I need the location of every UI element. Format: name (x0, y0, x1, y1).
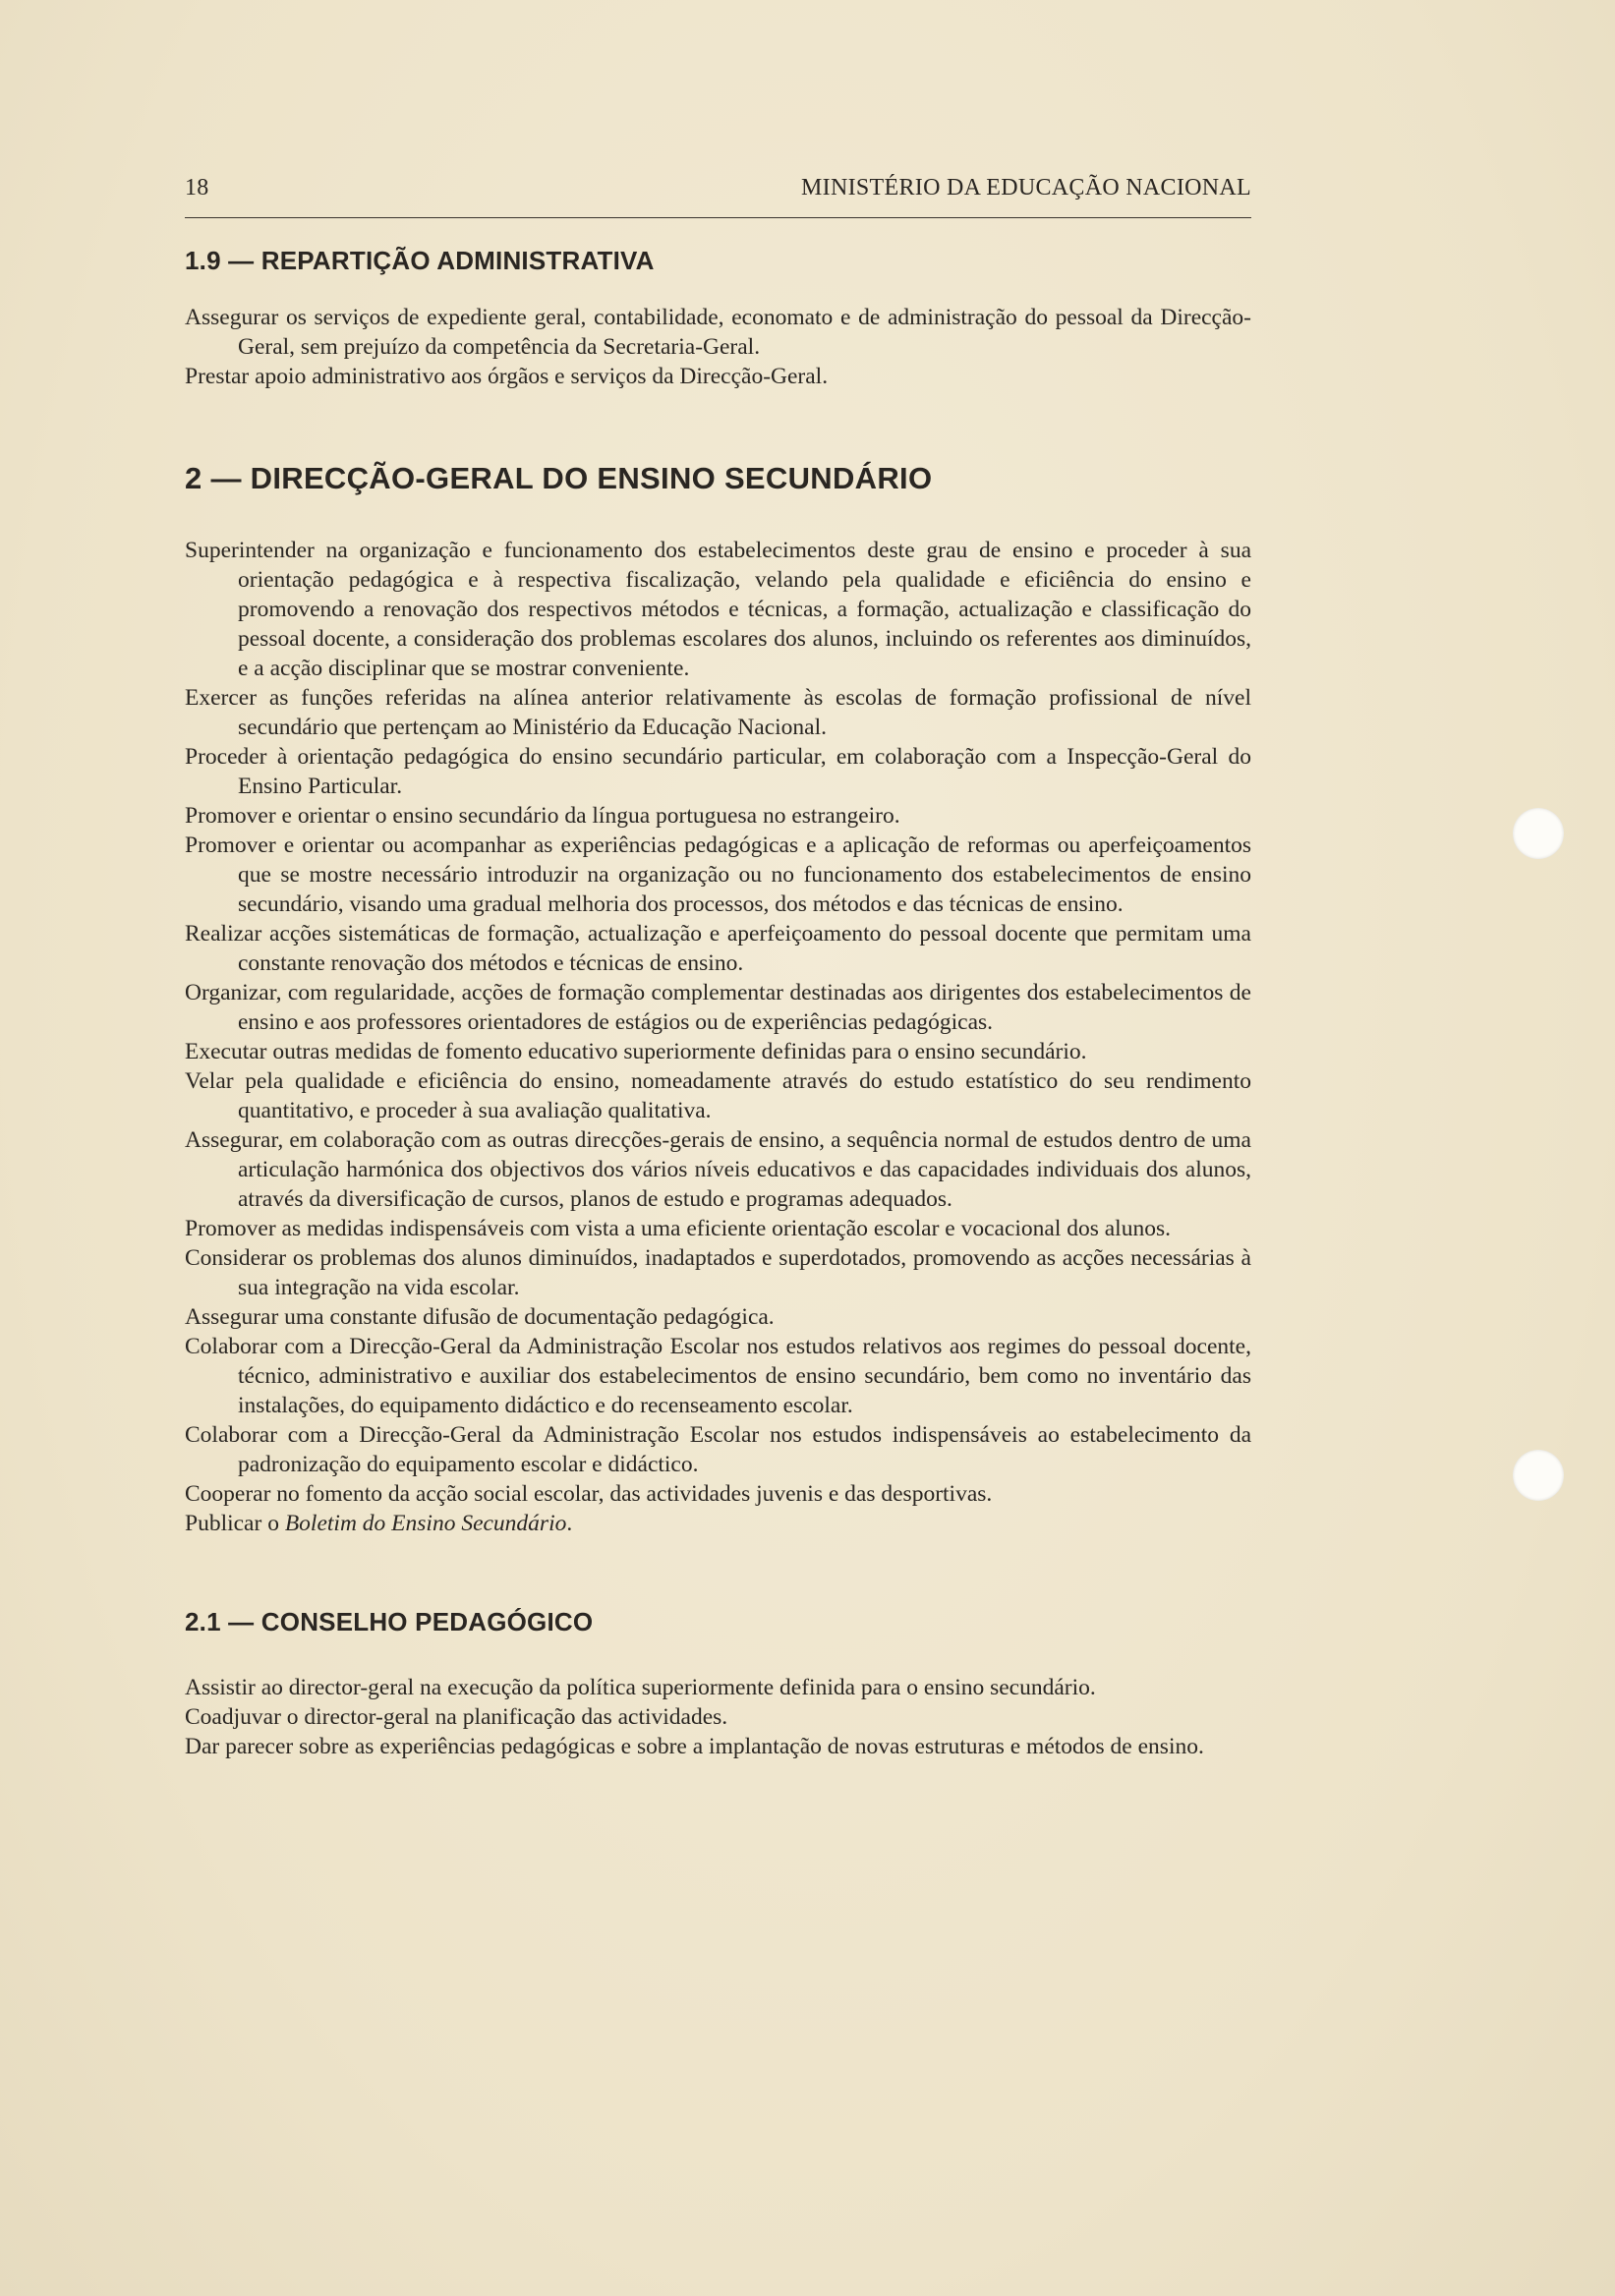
page-number: 18 (185, 175, 209, 201)
paragraph: Considerar os problemas dos alunos diminuídos, inadaptados e superdotados, promovendo as acções necessárias à sua integração na vida escolar. (185, 1245, 1251, 1300)
section-2-1-body (185, 1673, 1251, 1761)
paragraph: Coadjuvar o director-geral na planificação das actividades. (185, 1704, 728, 1730)
section-2-body (185, 536, 1251, 1538)
paragraph: Promover as medidas indispensáveis com vista a uma eficiente orientação escolar e vocacional dos alunos. (185, 1216, 1171, 1241)
header-rule (185, 217, 1251, 218)
paragraph-publicar-boletim (185, 1509, 1251, 1538)
paragraph: Promover e orientar o ensino secundário da língua portuguesa no estrangeiro. (185, 803, 900, 829)
paragraph: Velar pela qualidade e eficiência do ensino, nomeadamente através do estudo estatístico do seu rendimento quantitativo, e proceder à sua avaliação qualitativa. (185, 1068, 1251, 1123)
text-suffix: . (566, 1511, 573, 1536)
paragraph: Promover e orientar ou acompanhar as experiências pedagógicas e a aplicação de reformas ou aperfeiçoamentos que se mostre necessário introduzir na organização ou no funcionamento dos estabelecimentos de ensino secundário, visando uma gradual melhoria dos processos, dos métodos e das técnicas de ensino. (185, 832, 1251, 917)
paragraph: Colaborar com a Direcção-Geral da Administração Escolar nos estudos relativos aos regimes do pessoal docente, técnico, administrativo e auxiliar dos estabelecimentos de ensino secundário, bem como no inventário das instalações, do equipamento didáctico e do recenseamento escolar. (185, 1334, 1251, 1418)
paragraph: Prestar apoio administrativo aos órgãos e serviços da Direcção-Geral. (185, 364, 829, 389)
punch-hole-lower (1513, 1450, 1564, 1501)
paragraph: Superintender na organização e funcionamento dos estabelecimentos deste grau de ensino e proceder à sua orientação pedagógica e à respectiva fiscalização, velando pela qualidade e eficiência do ensino e promovendo a renovação dos respectivos métodos e técnicas, a formação, actualização e classificação do pessoal docente, a consideração dos problemas escolares dos alunos, incluindo os referentes aos diminuídos, e a acção disciplinar que se mostrar conveniente. (185, 538, 1251, 681)
paragraph: Assistir ao director-geral na execução da política superiormente definida para o ensino secundário. (185, 1675, 1096, 1700)
running-title: MINISTÉRIO DA EDUCAÇÃO NACIONAL (801, 175, 1251, 201)
paragraph: Realizar acções sistemáticas de formação, actualização e aperfeiçoamento do pessoal docente que permitam uma constante renovação dos métodos e técnicas de ensino. (185, 921, 1251, 976)
paragraph: Assegurar uma constante difusão de documentação pedagógica. (185, 1304, 775, 1330)
paragraph: Assegurar, em colaboração com as outras direcções-gerais de ensino, a sequência normal de estudos dentro de uma articulação harmónica dos objectivos dos vários níveis educativos e das capacidades individuais dos alunos, através da diversificação de cursos, planos de estudo e programas adequados. (185, 1127, 1251, 1212)
punch-hole-upper (1513, 808, 1564, 859)
heading-direccao-geral-ensino-secundario: 2 — DIRECÇÃO-GERAL DO ENSINO SECUNDÁRIO (185, 461, 933, 495)
paragraph: Colaborar com a Direcção-Geral da Administração Escolar nos estudos indispensáveis ao estabelecimento da padronização do equipamento escolar e didáctico. (185, 1422, 1251, 1477)
paragraph: Cooperar no fomento da acção social escolar, das actividades juvenis e das desportivas. (185, 1481, 993, 1507)
paragraph: Proceder à orientação pedagógica do ensino secundário particular, em colaboração com a Inspecção-Geral do Ensino Particular. (185, 744, 1251, 799)
paragraph: Organizar, com regularidade, acções de formação complementar destinadas aos dirigentes dos estabelecimentos de ensino e aos professores orientadores de estágios ou de experiências pedagógicas. (185, 980, 1251, 1035)
page-header (185, 175, 1251, 201)
page-body (185, 246, 1251, 1761)
section-1-9-body (185, 303, 1251, 391)
paragraph: Exercer as funções referidas na alínea anterior relativamente às escolas de formação profissional de nível secundário que pertençam ao Ministério da Educação Nacional. (185, 685, 1251, 740)
paragraph: Assegurar os serviços de expediente geral, contabilidade, economato e de administração do pessoal da Direcção-Geral, sem prejuízo da competência da Secretaria-Geral. (185, 305, 1251, 360)
paragraph: Executar outras medidas de fomento educativo superiormente definidas para o ensino secundário. (185, 1039, 1087, 1064)
heading-conselho-pedagogico: 2.1 — CONSELHO PEDAGÓGICO (185, 1607, 594, 1636)
publication-title: Boletim do Ensino Secundário (284, 1511, 567, 1536)
heading-reparticao-administrativa: 1.9 — REPARTIÇÃO ADMINISTRATIVA (185, 246, 655, 275)
paragraph: Dar parecer sobre as experiências pedagógicas e sobre a implantação de novas estruturas e métodos de ensino. (185, 1734, 1204, 1759)
text-prefix: Publicar o (185, 1511, 285, 1536)
